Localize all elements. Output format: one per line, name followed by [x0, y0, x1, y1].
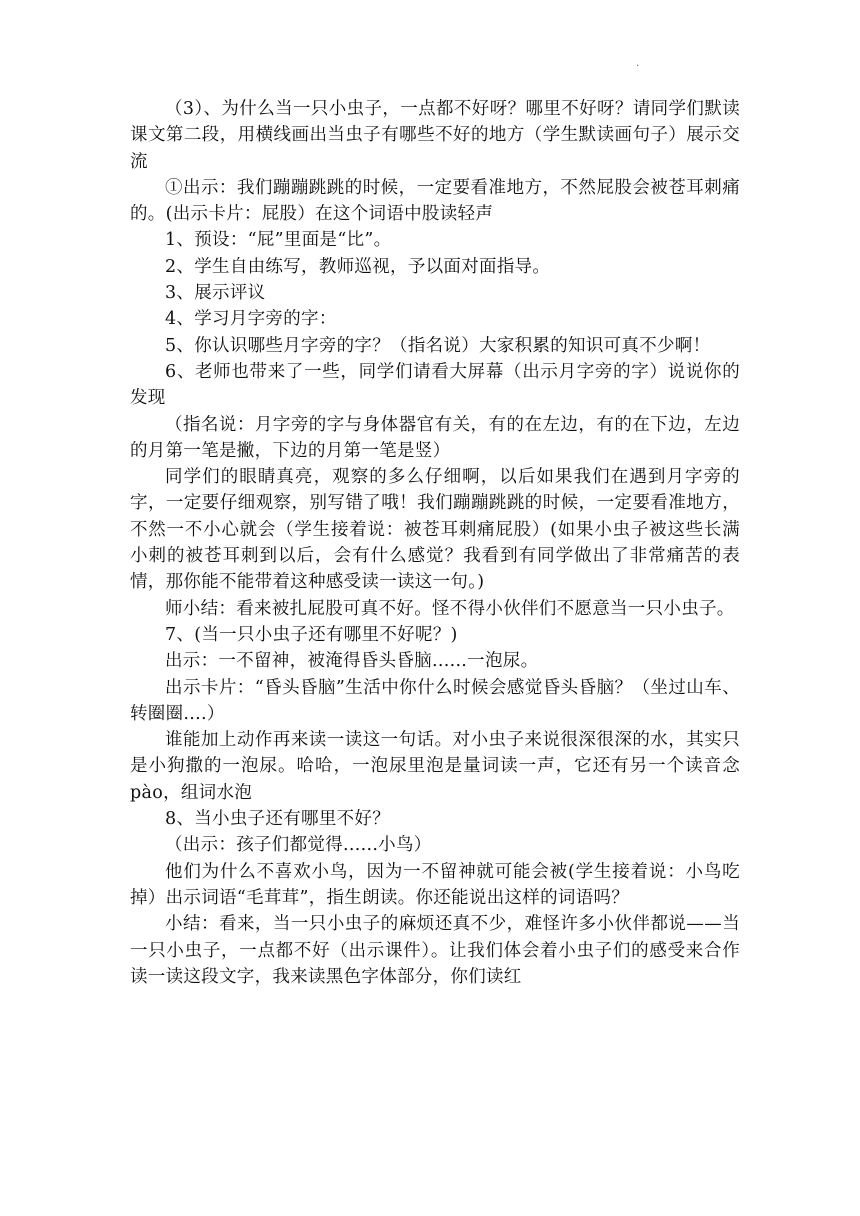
paragraph: 2、学生自由练写，教师巡视，予以面对面指导。	[165, 256, 551, 277]
paragraph: ①出示：我们蹦蹦跳跳的时候，一定要看准地方，不然屁股会被苍耳刺痛的。(出示卡片：屁股）在这个词语中股读轻声	[130, 177, 740, 225]
paragraph: 师小结：看来被扎屁股可真不好。怪不得小伙伴们不愿意当一只小虫子。	[165, 598, 735, 619]
paragraph: （3）、为什么当一只小虫子，一点都不好呀？哪里不好呀？请同学们默读课文第二段，用横线画出当虫子有哪些不好的地方（学生默读画句子）展示交流	[130, 99, 740, 172]
paragraph: 小结：看来，当一只小虫子的麻烦还真不少，难怪许多小伙伴都说——当一只小虫子，一点都不好（出示课件）。让我们体会着小虫子们的感受来合作读一读这段文字，我来读黑色字体部分，你们读红	[130, 914, 740, 987]
paragraph: 7、(当一只小虫子还有哪里不好呢？)	[165, 624, 458, 645]
paragraph: 1、预设：“屁”里面是“比”。	[165, 230, 392, 251]
paragraph: 出示卡片：“昏头昏脑”生活中你什么时候会感觉昏头昏脑？（坐过山车、转圈圈....）	[130, 677, 740, 724]
paragraph: 他们为什么不喜欢小鸟，因为一不留神就可能会被(学生接着说：小鸟吃掉）出示词语“毛茸茸”，指生朗读。你还能说出这样的词语吗？	[130, 861, 740, 908]
paragraph: 8、当小虫子还有哪里不好？	[165, 809, 391, 830]
paragraph: 4、学习月字旁的字：	[165, 309, 337, 330]
header-dot: .	[636, 58, 640, 69]
body-text	[130, 96, 740, 990]
paragraph: 5、你认识哪些月字旁的字？（指名说）大家积累的知识可真不少啊！	[165, 335, 711, 356]
paragraph: 同学们的眼睛真亮，观察的多么仔细啊，以后如果我们在遇到月字旁的字，一定要仔细观察，别写错了哦！我们蹦蹦跳跳的时候，一定要看准地方，不然一不小心就会（学生接着说：被苍耳刺痛屁股）(如果小虫子被这些长满小刺的被苍耳刺到以后，会有什么感觉？我看到有同学做出了非常痛苦的表情，那你能不能带着这种感受读一读这一句。)	[130, 467, 740, 593]
paragraph: （出示：孩子们都觉得......小鸟）	[165, 835, 432, 856]
paragraph: 6、老师也带来了一些，同学们请看大屏幕（出示月字旁的字）说说你的发现	[130, 361, 740, 409]
paragraph: 出示：一不留神，被淹得昏头昏脑......一泡尿。	[165, 651, 539, 672]
paragraph: （指名说：月字旁的字与身体器官有关，有的在左边，有的在下边，左边的月第一笔是撇，下边的月第一笔是竖）	[130, 414, 740, 461]
paragraph: 谁能加上动作再来读一读这一句话。对小虫子来说很深很深的水，其实只是小狗撒的一泡尿。哈哈，一泡尿里泡是量词读一声，它还有另一个读音念 pào，组词水泡	[130, 730, 740, 803]
paragraph: 3、展示评议	[165, 283, 266, 304]
